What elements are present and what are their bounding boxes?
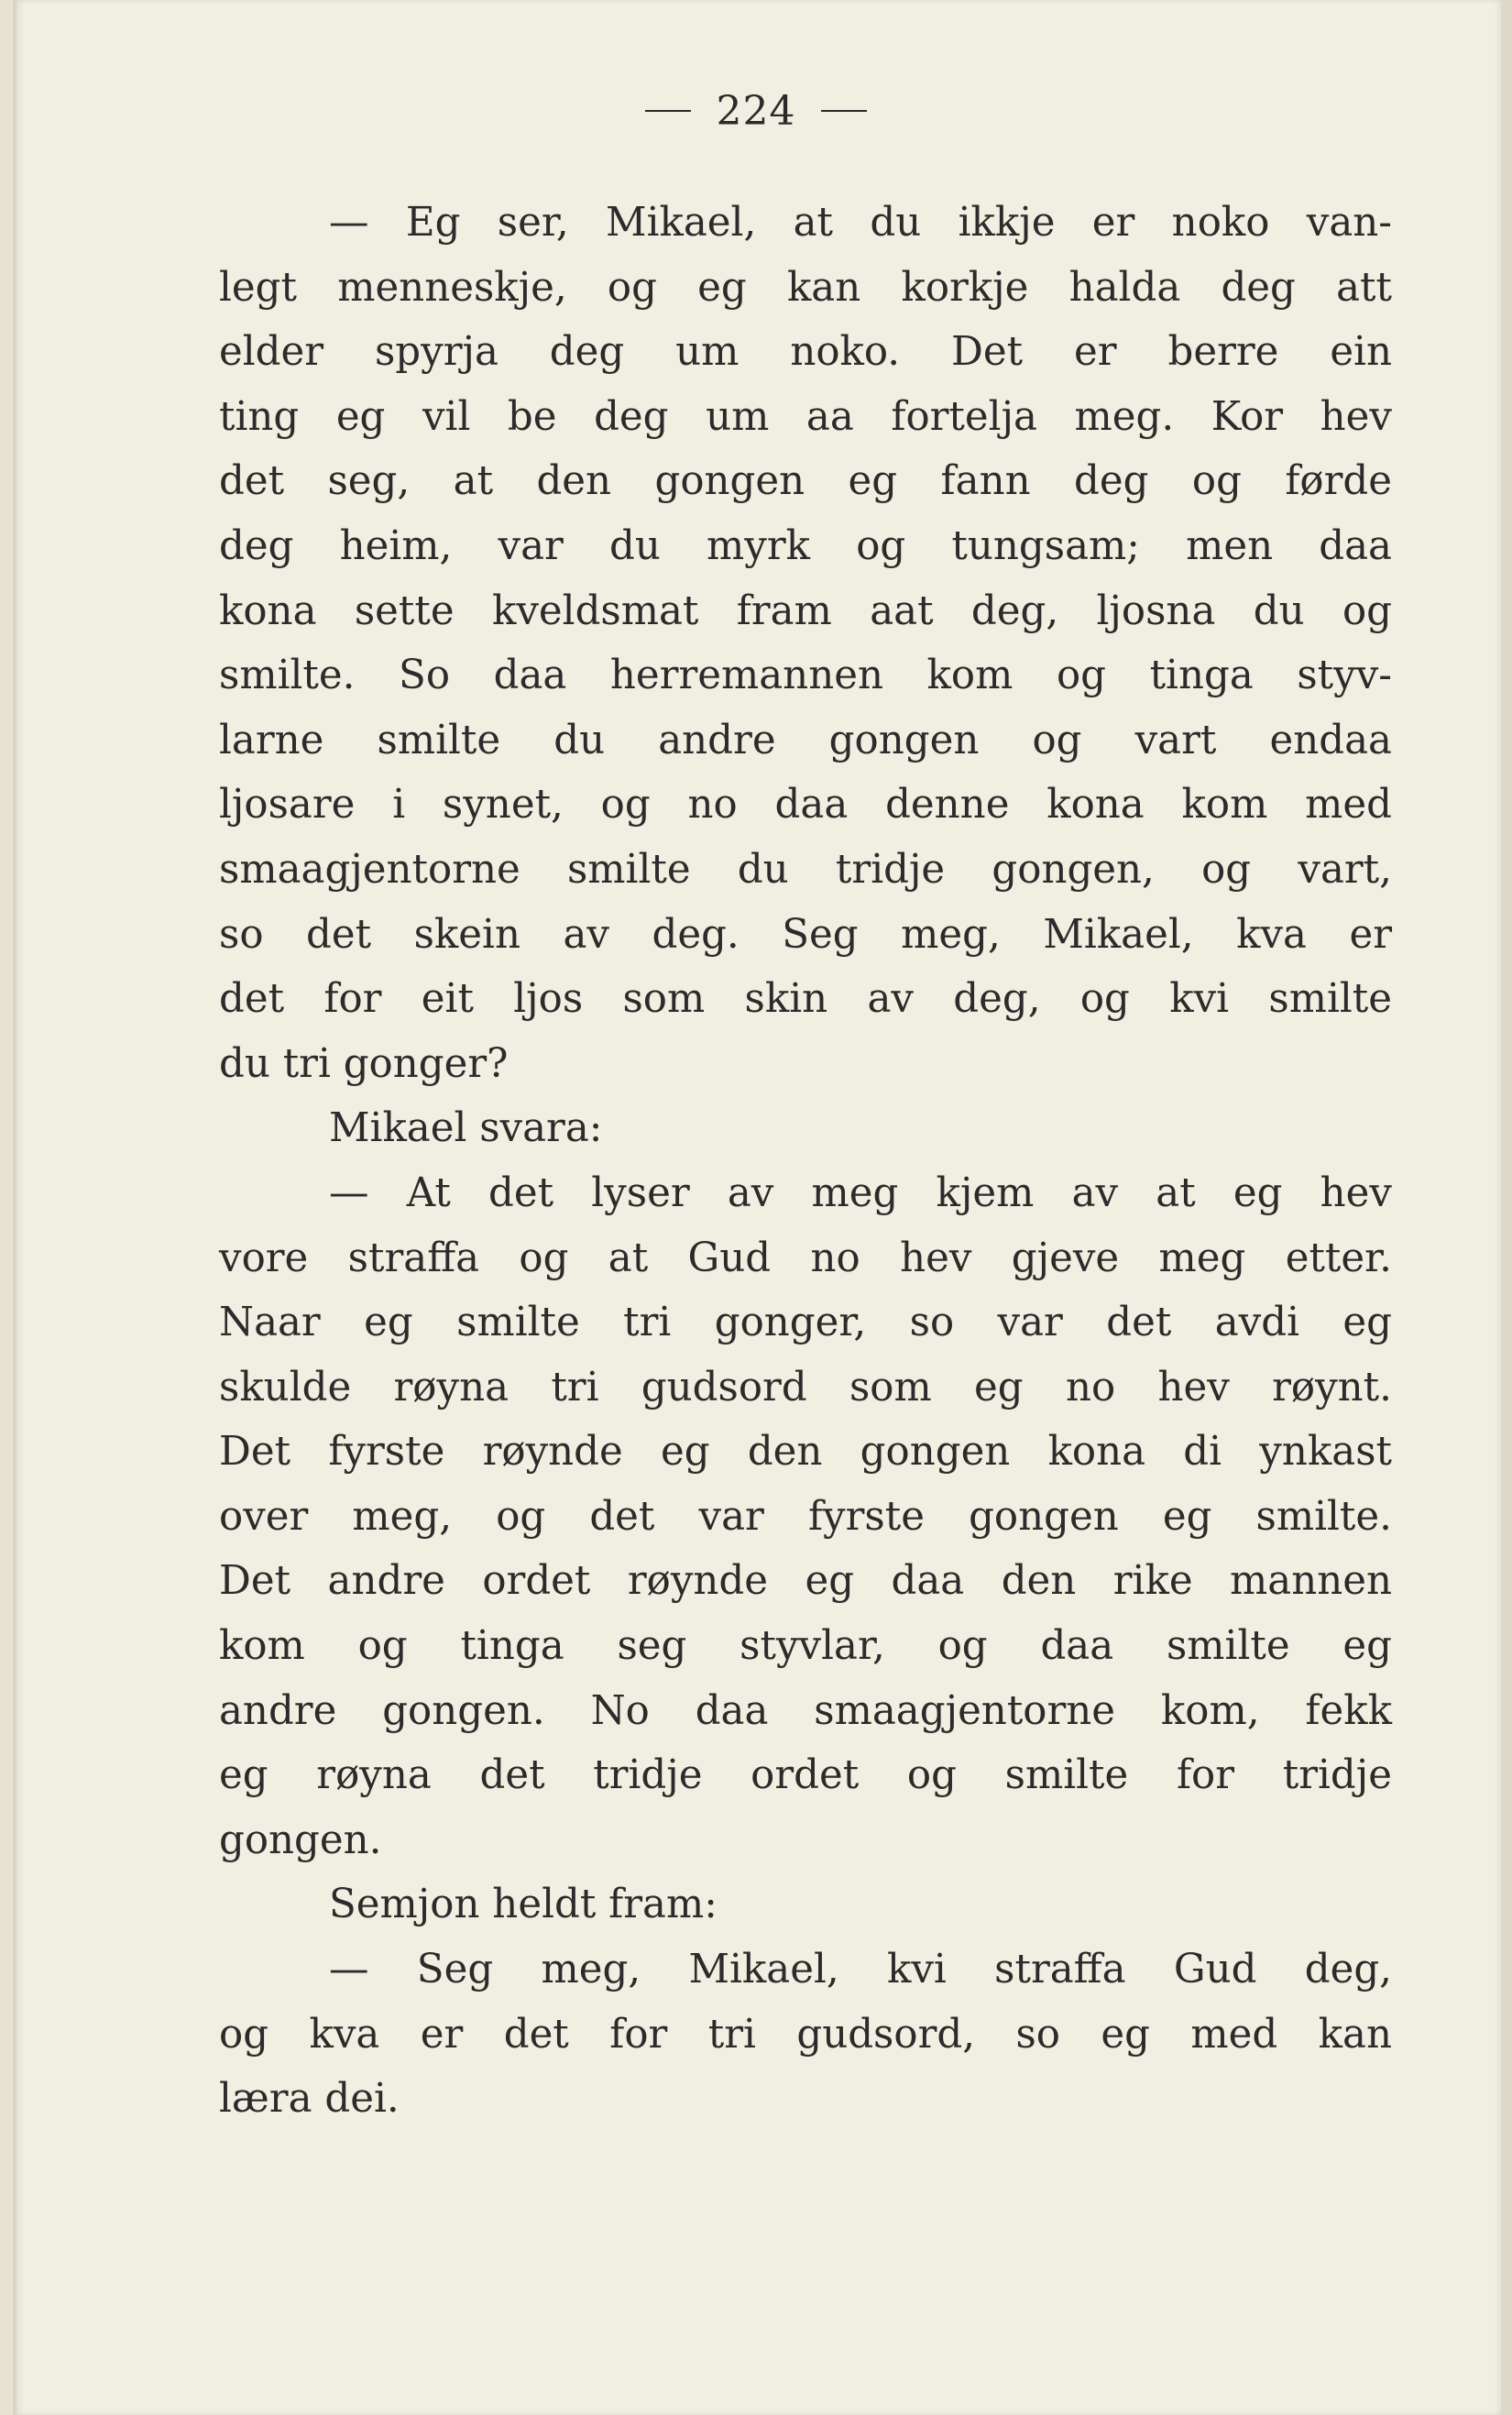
- text-line: andre gongen. No daa smaagjentorne kom, fekk: [219, 1687, 1392, 1734]
- page-number-dash-left: [645, 110, 691, 112]
- text-line: ting eg vil be deg um aa fortelja meg. Kor hev: [219, 393, 1392, 440]
- text-line: Det andre ordet røynde eg daa den rike mannen: [219, 1558, 1392, 1605]
- text-line: vore straffa og at Gud no hev gjeve meg etter.: [219, 1235, 1392, 1281]
- text-line: det for eit ljos som skin av deg, og kvi smilte: [219, 976, 1392, 1023]
- text-line: eg røyna det tridje ordet og smilte for tridje: [219, 1752, 1392, 1799]
- text-line: og kva er det for tri gudsord, so eg med kan: [219, 2011, 1392, 2058]
- text-line: — At det lyser av meg kjem av at eg hev: [329, 1169, 1392, 1216]
- text-line: kona sette kveldsmat fram aat deg, ljosna du og: [219, 587, 1392, 634]
- text-line: gongen.: [219, 1817, 382, 1863]
- text-line: — Seg meg, Mikael, kvi straffa Gud deg,: [329, 1947, 1392, 1993]
- body-text: [219, 191, 1392, 2132]
- page-number-header: [0, 88, 1512, 135]
- text-line: det seg, at den gongen eg fann deg og førde: [219, 458, 1392, 505]
- text-line: elder spyrja deg um noko. Det er berre ein: [219, 329, 1392, 376]
- page-edge-right: [1501, 0, 1512, 2415]
- text-line: Mikael svara:: [329, 1105, 603, 1152]
- page-number: 224: [716, 88, 796, 135]
- text-line: Naar eg smilte tri gonger, so var det avdi eg: [219, 1300, 1392, 1346]
- text-line: Det fyrste røynde eg den gongen kona di ynkast: [219, 1429, 1392, 1476]
- text-line: over meg, og det var fyrste gongen eg smilte.: [219, 1493, 1392, 1540]
- text-line: kom og tinga seg styvlar, og daa smilte eg: [219, 1623, 1392, 1670]
- text-line: larne smilte du andre gongen og vart endaa: [219, 717, 1392, 763]
- text-line: — Eg ser, Mikael, at du ikkje er noko van-: [329, 200, 1392, 246]
- text-line: smilte. So daa herremannen kom og tinga styv-: [219, 653, 1392, 699]
- text-line: læra dei.: [219, 2076, 400, 2123]
- text-line: legt menneskje, og eg kan korkje halda deg att: [219, 264, 1392, 311]
- text-line: Semjon heldt fram:: [329, 1882, 718, 1928]
- text-line: skulde røyna tri gudsord som eg no hev røynt.: [219, 1364, 1392, 1411]
- text-line: du tri gonger?: [219, 1040, 509, 1087]
- text-line: ljosare i synet, og no daa denne kona kom med: [219, 782, 1392, 829]
- page-number-dash-right: [821, 110, 867, 112]
- text-line: smaagjentorne smilte du tridje gongen, og vart,: [219, 846, 1392, 893]
- text-line: deg heim, var du myrk og tungsam; men daa: [219, 522, 1392, 569]
- text-line: so det skein av deg. Seg meg, Mikael, kva er: [219, 911, 1392, 958]
